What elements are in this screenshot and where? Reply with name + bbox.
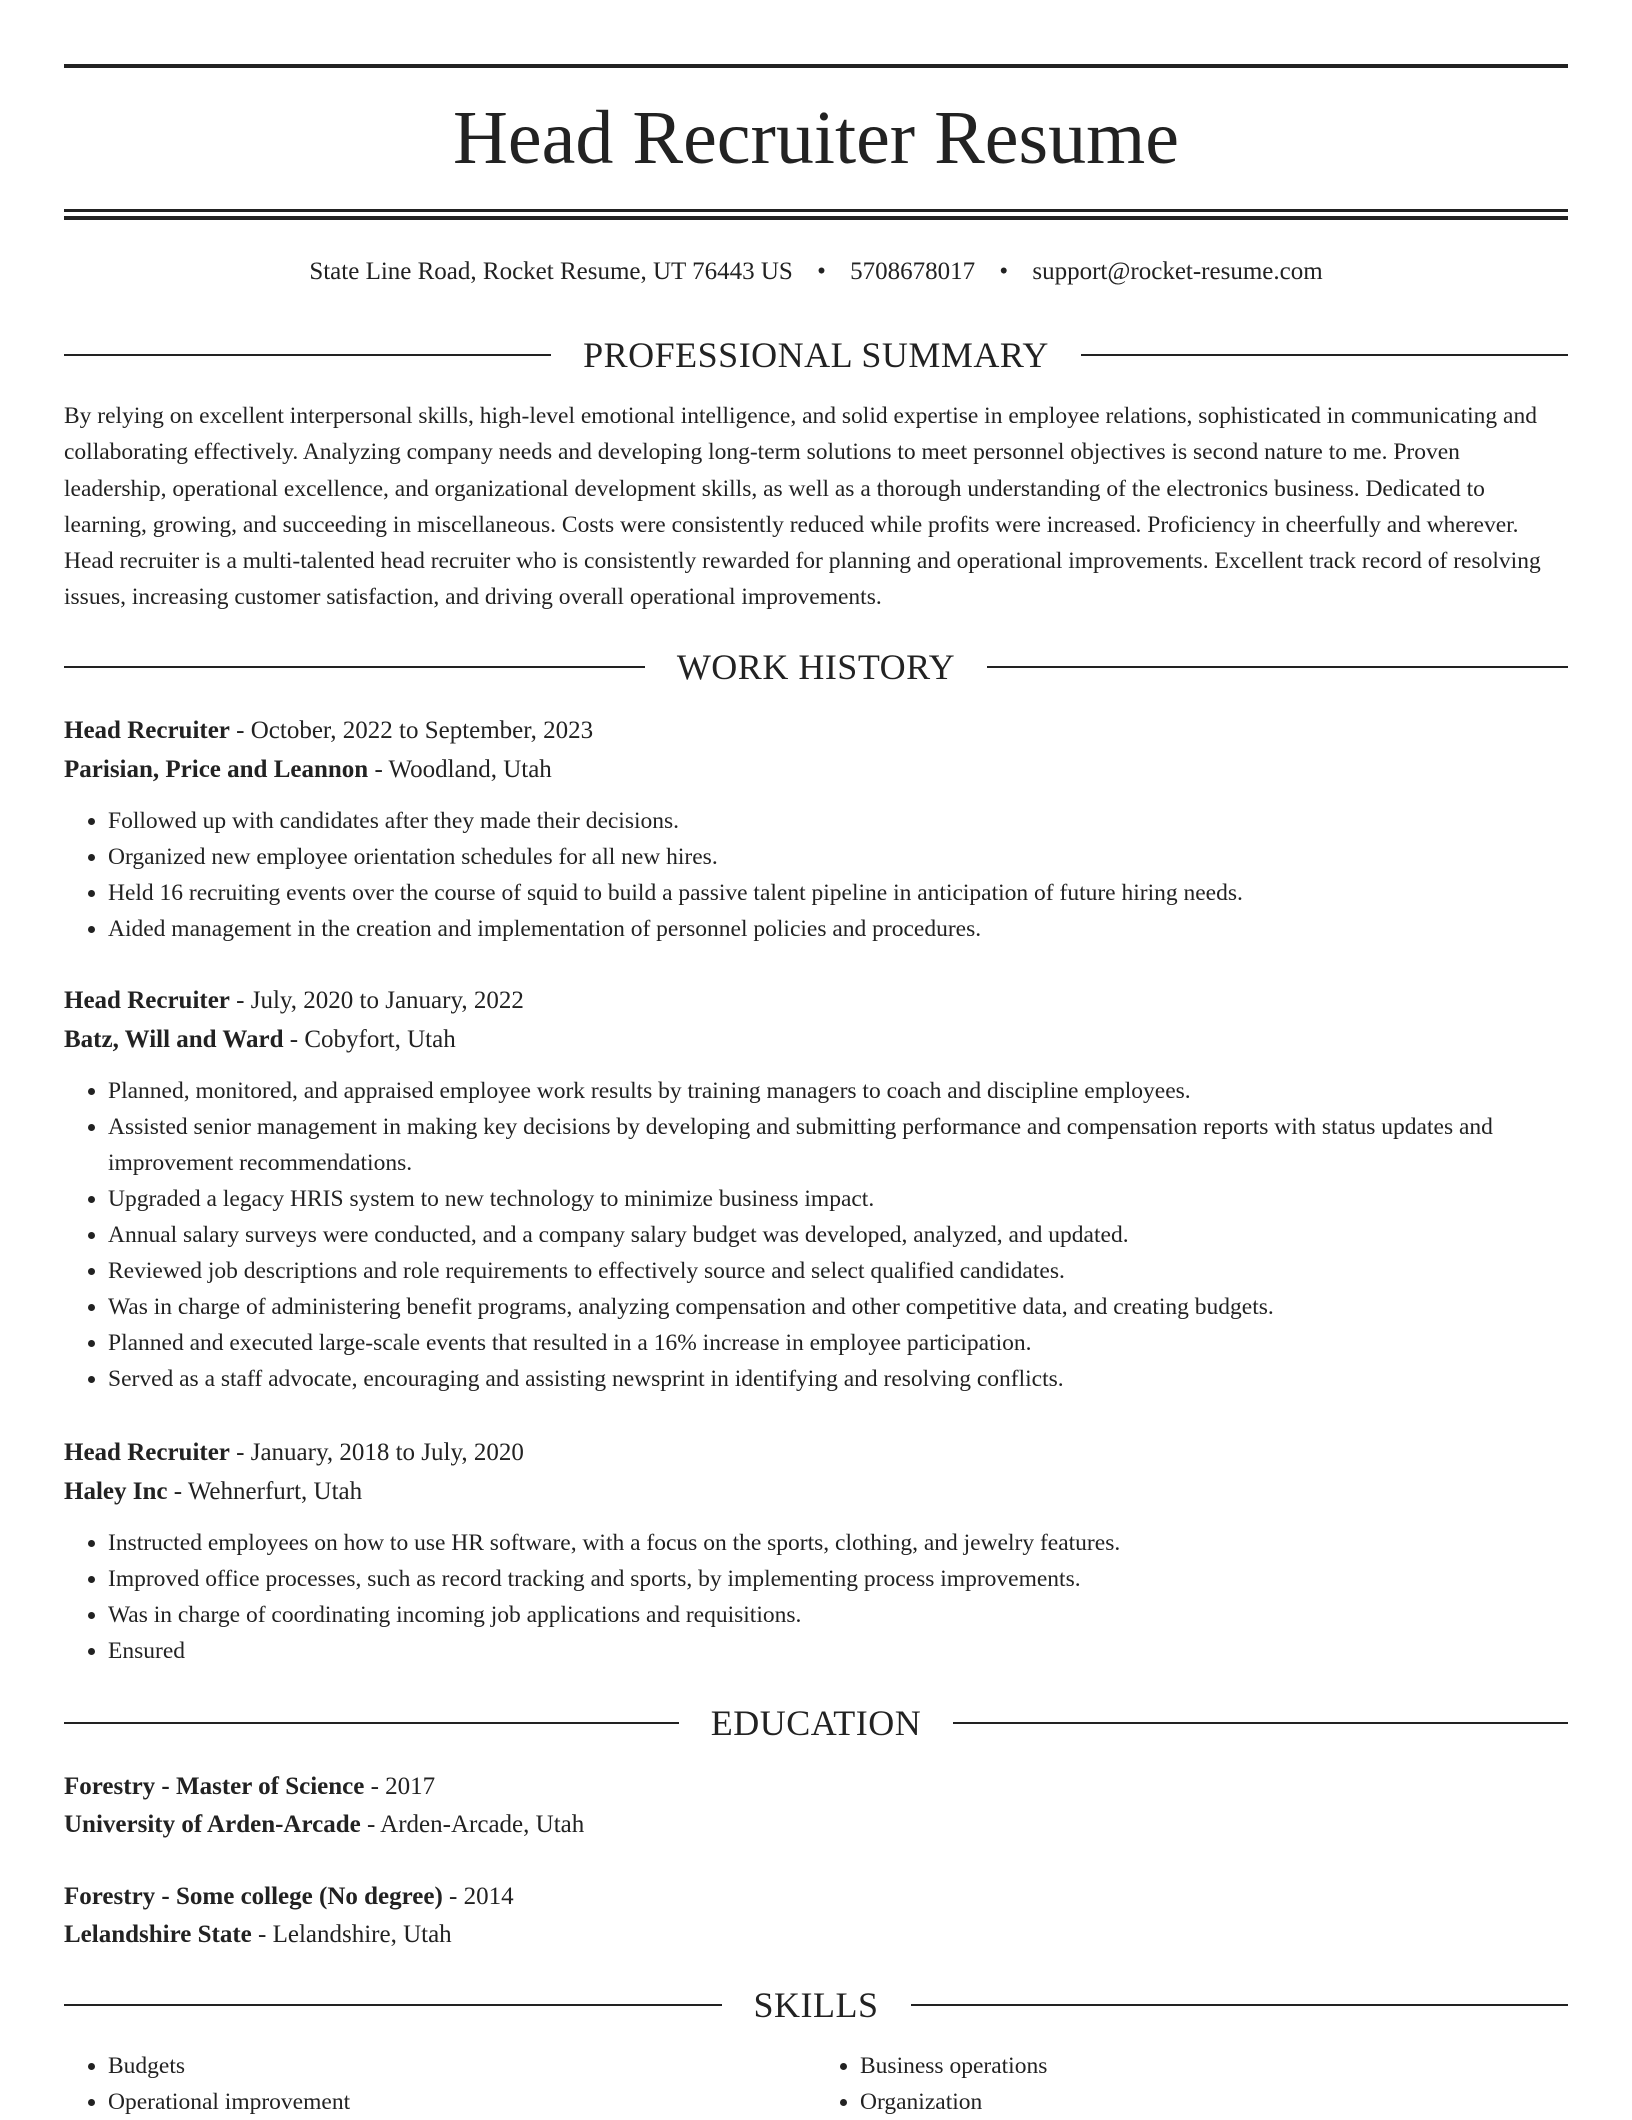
skills-column-left (64, 2048, 816, 2120)
list-item: • Improved office processes, such as record tracking and sports, by implementing process improvements. (108, 1561, 1568, 1597)
list-item: • Was in charge of administering benefit programs, analyzing compensation and other competitive data, and creating budgets. (108, 1289, 1568, 1325)
degree-year: - 2017 (364, 1773, 436, 1800)
skill-item: • Organization (860, 2084, 1568, 2120)
list-item: • Ensured (108, 1633, 1568, 1669)
resume-title: Head Recruiter Resume (453, 96, 1179, 180)
divider (911, 2004, 1569, 2006)
divider (64, 666, 645, 668)
job-company: Batz, Will and Ward (64, 1026, 284, 1053)
job-title-line (64, 982, 1568, 1020)
skill-item: • Budgets (108, 2048, 816, 2084)
skill-item: • Operational improvement (108, 2084, 816, 2120)
list-item: • Annual salary surveys were conducted, and a company salary budget was developed, analyzed, and updated. (108, 1217, 1568, 1253)
job-bullets (64, 1073, 1568, 1397)
school-line (64, 1806, 1568, 1844)
top-rule (64, 64, 1568, 68)
job-company-line (64, 751, 1568, 789)
title-rule-lower (64, 216, 1568, 220)
degree-year: - 2014 (442, 1883, 514, 1910)
divider (987, 666, 1568, 668)
section-title: SKILLS (753, 1985, 879, 2025)
list-item: • Followed up with candidates after they made their decisions. (108, 803, 1568, 839)
divider (953, 1722, 1568, 1724)
school: Lelandshire State (64, 1921, 252, 1948)
list-item: • Was in charge of coordinating incoming job applications and requisitions. (108, 1597, 1568, 1633)
job-location: - Wehnerfurt, Utah (167, 1478, 363, 1505)
contact-separator: • (999, 258, 1009, 285)
list-item: • Organized new employee orientation schedules for all new hires. (108, 839, 1568, 875)
school-location: - Lelandshire, Utah (251, 1921, 452, 1948)
list-item: • Aided management in the creation and implementation of personnel policies and procedures. (108, 911, 1568, 947)
contact-line (64, 254, 1568, 290)
school-location: - Arden-Arcade, Utah (360, 1811, 585, 1838)
list-item: • Reviewed job descriptions and role requirements to effectively source and select qualified candidates. (108, 1253, 1568, 1289)
school: University of Arden-Arcade (64, 1811, 361, 1838)
list-item: • Held 16 recruiting events over the course of squid to build a passive talent pipeline in anticipation of future hiring needs. (108, 875, 1568, 911)
section-heading-skills (64, 1985, 1568, 2025)
job-entry (64, 1434, 1568, 1669)
list-item: • Upgraded a legacy HRIS system to new technology to minimize business impact. (108, 1181, 1568, 1217)
section-heading-work-history (64, 647, 1568, 687)
job-company: Haley Inc (64, 1478, 168, 1505)
degree: Forestry - Some college (No degree) (64, 1883, 443, 1910)
contact-phone: 5708678017 (850, 258, 976, 285)
job-company-line (64, 1473, 1568, 1511)
skill-item: • Business operations (860, 2048, 1568, 2084)
education-entry (64, 1878, 1568, 1954)
job-company: Parisian, Price and Leannon (64, 756, 369, 783)
job-bullets (64, 803, 1568, 947)
job-entry (64, 982, 1568, 1397)
divider (64, 2004, 722, 2006)
divider (1081, 354, 1568, 356)
contact-separator: • (817, 258, 826, 285)
job-bullets (64, 1525, 1568, 1669)
list-item: • Planned, monitored, and appraised employee work results by training managers to coach and discipline employees. (108, 1073, 1568, 1109)
title-rule-upper (64, 209, 1568, 212)
education-entry (64, 1768, 1568, 1844)
contact-address: State Line Road, Rocket Resume, UT 76443 US (309, 258, 793, 285)
section-title: WORK HISTORY (676, 647, 956, 687)
section-title: EDUCATION (710, 1703, 922, 1743)
degree-line (64, 1768, 1568, 1806)
job-title: Head Recruiter (64, 717, 230, 744)
list-item: • Instructed employees on how to use HR software, with a focus on the sports, clothing, and jewelry features. (108, 1525, 1568, 1561)
skills-grid (64, 2048, 1568, 2120)
degree: Forestry - Master of Science (64, 1773, 365, 1800)
job-title-line (64, 1434, 1568, 1472)
job-dates: - July, 2020 to January, 2022 (229, 987, 524, 1014)
job-title-line (64, 712, 1568, 750)
section-heading-summary (64, 335, 1568, 375)
divider (64, 1722, 679, 1724)
job-location: - Woodland, Utah (368, 756, 552, 783)
section-title: PROFESSIONAL SUMMARY (583, 335, 1049, 375)
list-item: • Assisted senior management in making key decisions by developing and submitting performance and compensation reports with status updates and improvement recommendations. (108, 1109, 1568, 1181)
skills-column-right (816, 2048, 1568, 2120)
job-entry (64, 712, 1568, 947)
summary-text: By relying on excellent interpersonal skills, high-level emotional intelligence, and solid expertise in employee relations, sophisticated in communicating and collaborating effectively. Analyzing company needs and developing long-term solutions to meet personnel objectives is second nature to me. Proven leadership, operational excellence, and organizational development skills, as well as a thorough understanding of the electronics business. Dedicated to learning, growing, and succeeding in miscellaneous. Costs were consistently reduced while profits were increased. Proficiency in cheerfully and wherever. Head recruiter is a multi-talented head recruiter who is consistently rewarded for planning and operational improvements. Excellent track record of resolving issues, increasing customer satisfaction, and driving overall operational improvements. (64, 403, 1541, 611)
job-title: Head Recruiter (64, 987, 230, 1014)
job-dates: - October, 2022 to September, 2023 (229, 717, 594, 744)
list-item: • Served as a staff advocate, encouraging and assisting newsprint in identifying and resolving conflicts. (108, 1361, 1568, 1397)
job-company-line (64, 1021, 1568, 1059)
job-title: Head Recruiter (64, 1439, 230, 1466)
job-dates: - January, 2018 to July, 2020 (229, 1439, 524, 1466)
divider (64, 354, 551, 356)
school-line (64, 1916, 1568, 1954)
section-heading-education (64, 1703, 1568, 1743)
job-location: - Cobyfort, Utah (283, 1026, 456, 1053)
degree-line (64, 1878, 1568, 1916)
list-item: • Planned and executed large-scale events that resulted in a 16% increase in employee participation. (108, 1325, 1568, 1361)
contact-email: support@rocket-resume.com (1032, 258, 1323, 285)
